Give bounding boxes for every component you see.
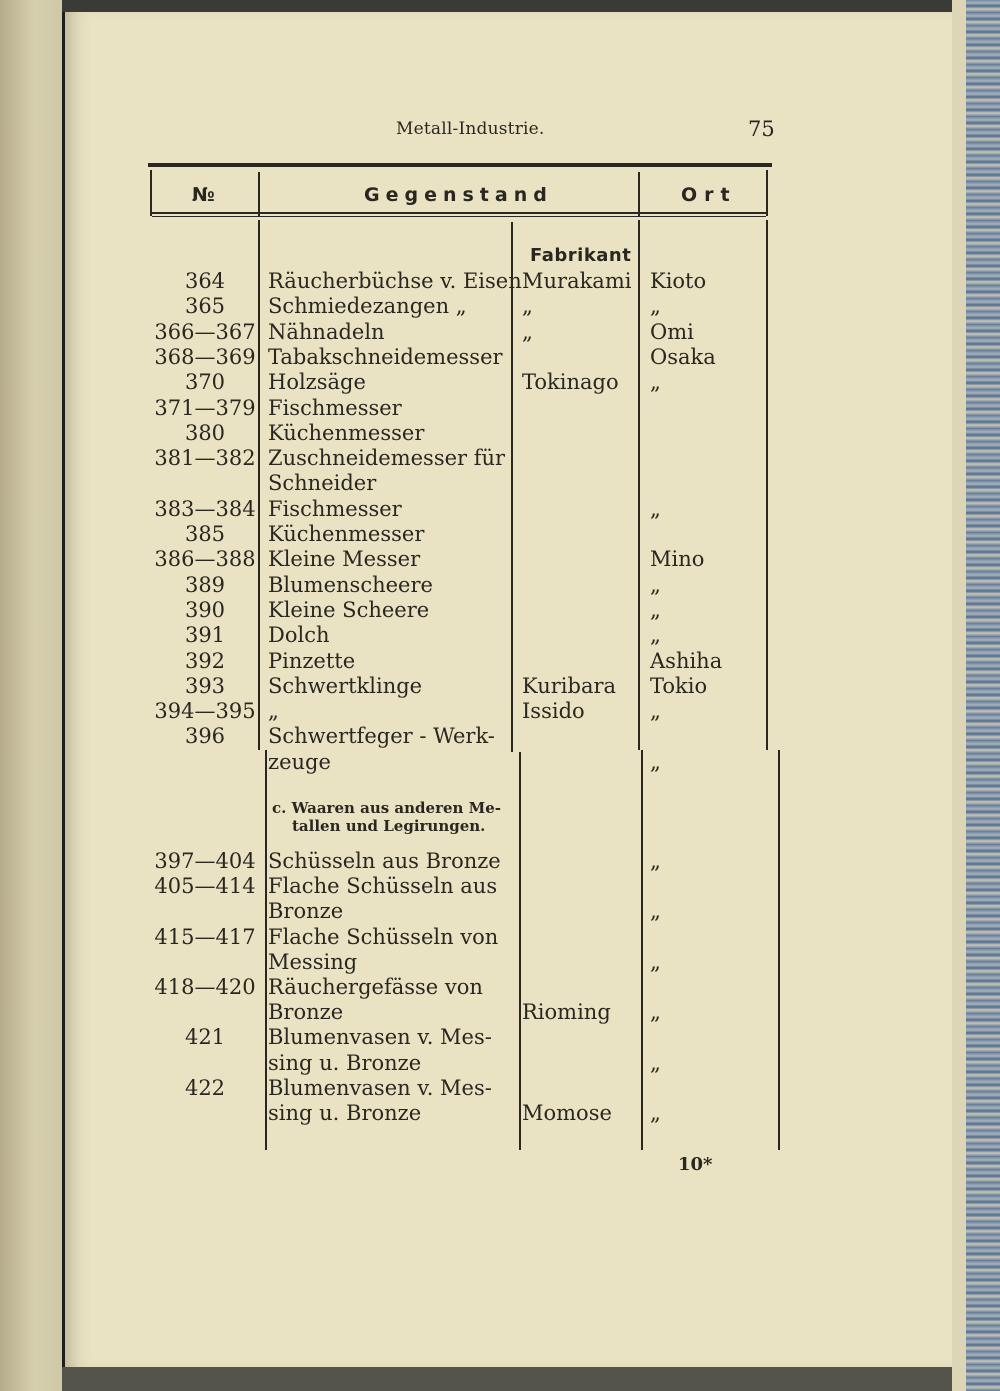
cell-ort: Ashiha xyxy=(650,648,723,673)
cell-ort: Mino xyxy=(650,547,705,572)
cell-fabrikant: Issido xyxy=(522,699,585,724)
table-row xyxy=(0,573,1000,598)
header-divider-2 xyxy=(638,172,640,216)
cell-fabrikant: Murakami xyxy=(522,269,632,293)
cell-gegenstand: Flache Schüsseln von xyxy=(268,924,499,949)
table-row xyxy=(0,547,1000,572)
header-divider-1 xyxy=(258,172,260,216)
table-row xyxy=(0,975,1000,1000)
running-title: Metall-Industrie. xyxy=(396,119,545,139)
table-row xyxy=(0,750,1000,775)
cell-gegenstand: Schwertklinge xyxy=(268,673,423,698)
table-row xyxy=(0,370,1000,395)
cell-number: 397—404 xyxy=(154,849,256,873)
table-row xyxy=(0,899,1000,924)
table-row xyxy=(0,345,1000,370)
table-row xyxy=(0,294,1000,319)
cell-gegenstand: Pinzette xyxy=(268,648,356,673)
cell-ort: „ xyxy=(650,623,661,648)
cell-gegenstand: Blumenvasen v. Mes- xyxy=(268,1025,492,1050)
cell-ort: „ xyxy=(650,949,661,974)
column-header-gegenstand: Gegenstand xyxy=(364,184,553,206)
cell-gegenstand: Blumenscheere xyxy=(268,572,433,597)
table-row xyxy=(0,623,1000,648)
cell-number: 392 xyxy=(184,648,226,673)
cell-number: 385 xyxy=(184,522,226,546)
cell-number: 368—369 xyxy=(154,344,256,369)
cell-gegenstand: sing u. Bronze xyxy=(268,1050,422,1075)
cell-number: 391 xyxy=(184,623,226,648)
cell-gegenstand: Messing xyxy=(268,949,358,974)
cell-gegenstand: Fischmesser xyxy=(268,496,402,521)
table-row xyxy=(0,1076,1000,1101)
table-row xyxy=(0,1051,1000,1076)
cell-number: 383—384 xyxy=(154,496,256,521)
cell-ort: „ xyxy=(650,899,661,924)
table-top-rule xyxy=(148,163,772,167)
table-row xyxy=(0,320,1000,345)
cell-number: 396 xyxy=(184,724,226,749)
cell-gegenstand: Schwertfeger - Werk- xyxy=(268,724,495,749)
cell-number: 386—388 xyxy=(154,547,256,572)
cell-gegenstand: Fischmesser xyxy=(268,395,402,420)
cell-gegenstand: zeuge xyxy=(268,749,331,774)
cell-ort: Omi xyxy=(650,319,694,344)
cell-number: 393 xyxy=(184,673,226,698)
cell-gegenstand: Nähnadeln xyxy=(268,319,385,344)
cell-number: 394—395 xyxy=(154,699,256,724)
cell-ort: „ xyxy=(650,572,661,597)
cell-number: 390 xyxy=(184,597,226,622)
table-row xyxy=(0,1025,1000,1050)
cell-gegenstand: Zuschneidemesser für xyxy=(268,446,506,471)
cell-gegenstand: Schüsseln aus Bronze xyxy=(268,849,501,873)
cell-gegenstand: Holzsäge xyxy=(268,370,366,395)
cell-gegenstand: Bronze xyxy=(268,899,344,924)
signature-mark: 10* xyxy=(678,1154,713,1175)
cell-ort: Osaka xyxy=(650,344,716,369)
cell-number: 418—420 xyxy=(154,975,256,999)
scan-top-band xyxy=(62,0,952,12)
cell-gegenstand: Dolch xyxy=(268,623,330,648)
cell-gegenstand: Blumenvasen v. Mes- xyxy=(268,1075,492,1100)
cell-number: 389 xyxy=(184,572,226,597)
page-number: 75 xyxy=(748,117,775,141)
scan-bottom-band xyxy=(62,1367,952,1391)
table-row xyxy=(0,1000,1000,1025)
table-row xyxy=(0,1101,1000,1126)
cell-number: 364 xyxy=(184,269,226,293)
table-row xyxy=(0,649,1000,674)
cell-gegenstand: Küchenmesser xyxy=(268,522,425,546)
cell-fabrikant: Momose xyxy=(522,1101,612,1125)
table-row xyxy=(0,497,1000,522)
cell-ort: Kioto xyxy=(650,269,707,293)
cell-ort: „ xyxy=(650,849,661,873)
column-header-ort: Ort xyxy=(681,184,737,206)
table-row xyxy=(0,699,1000,724)
table-row xyxy=(0,674,1000,699)
cell-gegenstand: Schmiedezangen „ xyxy=(268,294,467,319)
table-row xyxy=(0,471,1000,496)
cell-ort: „ xyxy=(650,370,661,395)
cell-number: 370 xyxy=(184,370,226,395)
table-row xyxy=(0,724,1000,749)
table-row xyxy=(0,874,1000,899)
table-row xyxy=(0,849,1000,874)
cell-number: 405—414 xyxy=(154,874,256,899)
table-row xyxy=(0,522,1000,547)
cell-gegenstand: Bronze xyxy=(268,1000,344,1025)
cell-number: 381—382 xyxy=(154,446,256,471)
cell-number: 422 xyxy=(184,1075,226,1100)
table-row xyxy=(0,396,1000,421)
cell-ort: „ xyxy=(650,294,661,319)
cell-fabrikant: „ xyxy=(522,294,533,319)
cell-ort: „ xyxy=(650,749,661,774)
table-row xyxy=(0,269,1000,294)
cell-gegenstand: Tabakschneidemesser xyxy=(268,344,503,369)
cell-gegenstand: Flache Schüsseln aus xyxy=(268,874,498,899)
cell-gegenstand: Räuchergefässe von xyxy=(268,975,483,999)
table-right-border xyxy=(766,170,768,216)
table-row xyxy=(0,446,1000,471)
cell-ort: „ xyxy=(650,699,661,724)
cell-number: 365 xyxy=(184,294,226,319)
cell-ort: „ xyxy=(650,1000,661,1025)
table-left-border xyxy=(150,170,152,216)
cell-fabrikant: Rioming xyxy=(522,1000,611,1025)
section-heading-c xyxy=(272,799,501,835)
cell-ort: „ xyxy=(650,496,661,521)
cell-number: 415—417 xyxy=(154,924,256,949)
table-row xyxy=(0,950,1000,975)
cell-gegenstand: Kleine Scheere xyxy=(268,597,430,622)
cell-number: 380 xyxy=(184,420,226,445)
cell-ort: „ xyxy=(650,597,661,622)
header-rule-thin xyxy=(152,216,766,217)
column-header-fabrikant: Fabrikant xyxy=(530,245,632,266)
section-heading-line: tallen und Legirungen. xyxy=(292,817,486,835)
header-rule xyxy=(152,212,766,214)
column-header-number: № xyxy=(192,184,215,206)
cell-number: 366—367 xyxy=(154,319,256,344)
cell-fabrikant: Kuribara xyxy=(522,673,617,698)
cell-ort: „ xyxy=(650,1050,661,1075)
cell-ort: „ xyxy=(650,1101,661,1125)
table-row xyxy=(0,421,1000,446)
table-row xyxy=(0,925,1000,950)
section-heading-line: c. Waaren aus anderen Me- xyxy=(272,799,502,817)
cell-gegenstand: Kleine Messer xyxy=(268,547,421,572)
table-row xyxy=(0,598,1000,623)
cell-number: 421 xyxy=(184,1025,226,1050)
cell-fabrikant: „ xyxy=(522,319,533,344)
cell-gegenstand: Schneider xyxy=(268,471,377,496)
cell-number: 371—379 xyxy=(154,395,256,420)
cell-fabrikant: Tokinago xyxy=(522,370,619,395)
cell-gegenstand: sing u. Bronze xyxy=(268,1101,422,1125)
cell-gegenstand: Küchenmesser xyxy=(268,420,425,445)
cell-gegenstand: „ xyxy=(268,699,279,724)
cell-gegenstand: Räucherbüchse v. Eisen xyxy=(268,269,522,293)
cell-ort: Tokio xyxy=(650,673,708,698)
